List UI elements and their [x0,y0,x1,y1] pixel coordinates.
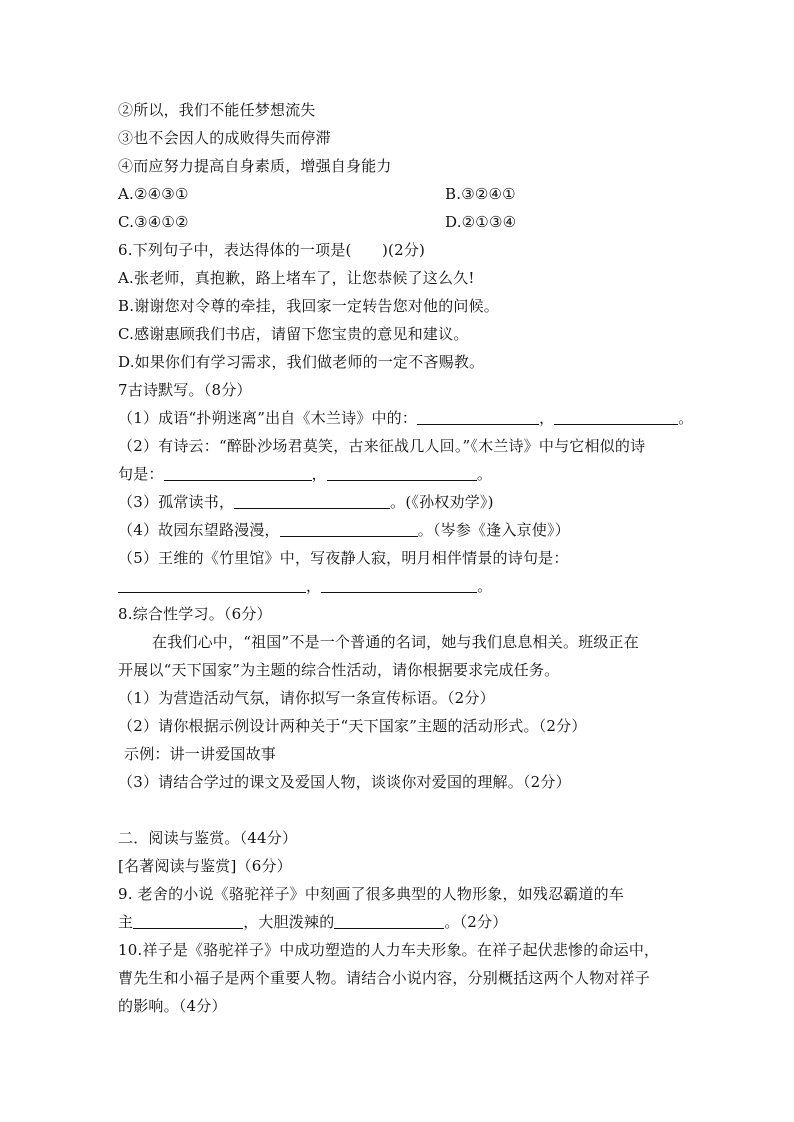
q8-part-1: （1）为营造活动气氛，请你拟写一条宣传标语。（2分） [118,689,495,707]
sentence-2: ②所以，我们不能任梦想流失 [118,101,316,119]
answer-blank[interactable] [334,912,444,929]
answer-blank[interactable] [280,520,418,537]
q5-option-d: D.②①③④ [445,213,517,231]
q6-option-b: B.谢谢您对令尊的牵挂，我回家一定转告您对他的问候。 [118,297,499,315]
section-2-title: 二．阅读与鉴赏。（44分） [118,829,298,847]
q8-intro-line-1: 在我们心中，“祖国”不是一个普通的名词，她与我们息息相关。班级正在 [152,633,639,651]
q7-title: 7古诗默写。（8分） [118,381,252,399]
q5-option-b: B.③②④① [445,185,516,203]
q10-line-2: 曹先生和小福子是两个重要人物。请结合小说内容，分别概括这两个人物对祥子 [118,969,651,987]
answer-blank[interactable] [133,912,243,929]
q5-options-row-2 [118,212,517,232]
q6-option-c: C.感谢惠顾我们书店，请留下您宝贵的意见和建议。 [118,325,469,343]
q6-option-d: D.如果你们有学习需求，我们做老师的一定不吝赐教。 [118,353,485,371]
q6-option-a: A.张老师，真抱歉，路上堵车了，让您恭候了这么久! [118,269,475,287]
q9-line-1: 9. 老舍的小说《骆驼祥子》中刻画了很多典型的人物形象，如残忍霸道的车 [118,885,625,903]
q8-example: 示例：讲一讲爱国故事 [124,745,277,763]
q7-part-4: （4）故园东望路漫漫， 。（岑参《逢入京使》） [118,521,570,539]
sentence-3: ③也不会因人的成败得失而停滞 [118,129,331,147]
answer-blank[interactable] [234,492,390,509]
sentence-4: ④而应努力提高自身素质，增强自身能力 [118,157,392,175]
answer-blank[interactable] [164,464,312,481]
q8-title: 8.综合性学习。（6分） [118,605,272,623]
answer-blank[interactable] [417,408,539,425]
section-2-subtitle: [名著阅读与鉴赏]（6分） [118,857,292,875]
q5-options-row-1 [118,184,516,204]
q5-option-c: C.③④①② [118,213,189,231]
q7-part-1: （1）成语“扑朔迷离”出自《木兰诗》中的： ， 。 [118,409,694,427]
answer-blank[interactable] [554,408,678,425]
q7-part-5-line-2: ， 。 [118,576,492,596]
q8-part-3: （3）请结合学过的课文及爱国人物，谈谈你对爱国的理解。（2分） [118,773,571,791]
q8-part-2: （2）请你根据示例设计两种关于“天下国家”主题的活动形式。（2分） [118,717,587,735]
q9-line-2: 主 ，大胆泼辣的 。（2分） [118,913,508,931]
q6-stem: 6.下列句子中，表达得体的一项是( )(2分) [118,241,426,259]
q5-option-a: A.②④③① [118,185,189,203]
q7-part-2-line-2: 句是： ， 。 [118,465,493,483]
q7-part-2-line-1: （2）有诗云：“醉卧沙场君莫笑，古来征战几人回。”《木兰诗》中与它相似的诗 [118,437,646,455]
q7-part-5-line-1: （5）王维的《竹里馆》中，写夜静人寂，明月相伴情景的诗句是： [118,549,569,567]
answer-blank[interactable] [327,464,477,481]
answer-blank[interactable] [118,576,306,593]
q10-line-3: 的影响。（4分） [118,997,227,1015]
q10-line-1: 10.祥子是《骆驼祥子》中成功塑造的人力车夫形象。在祥子起伏悲惨的命运中， [118,941,660,959]
answer-blank[interactable] [321,576,477,593]
q7-part-3: （3）孤常读书， 。(《孙权劝学》) [118,493,494,511]
q8-intro-line-2: 开展以“天下国家”为主题的综合性活动，请你根据要求完成任务。 [118,661,560,679]
